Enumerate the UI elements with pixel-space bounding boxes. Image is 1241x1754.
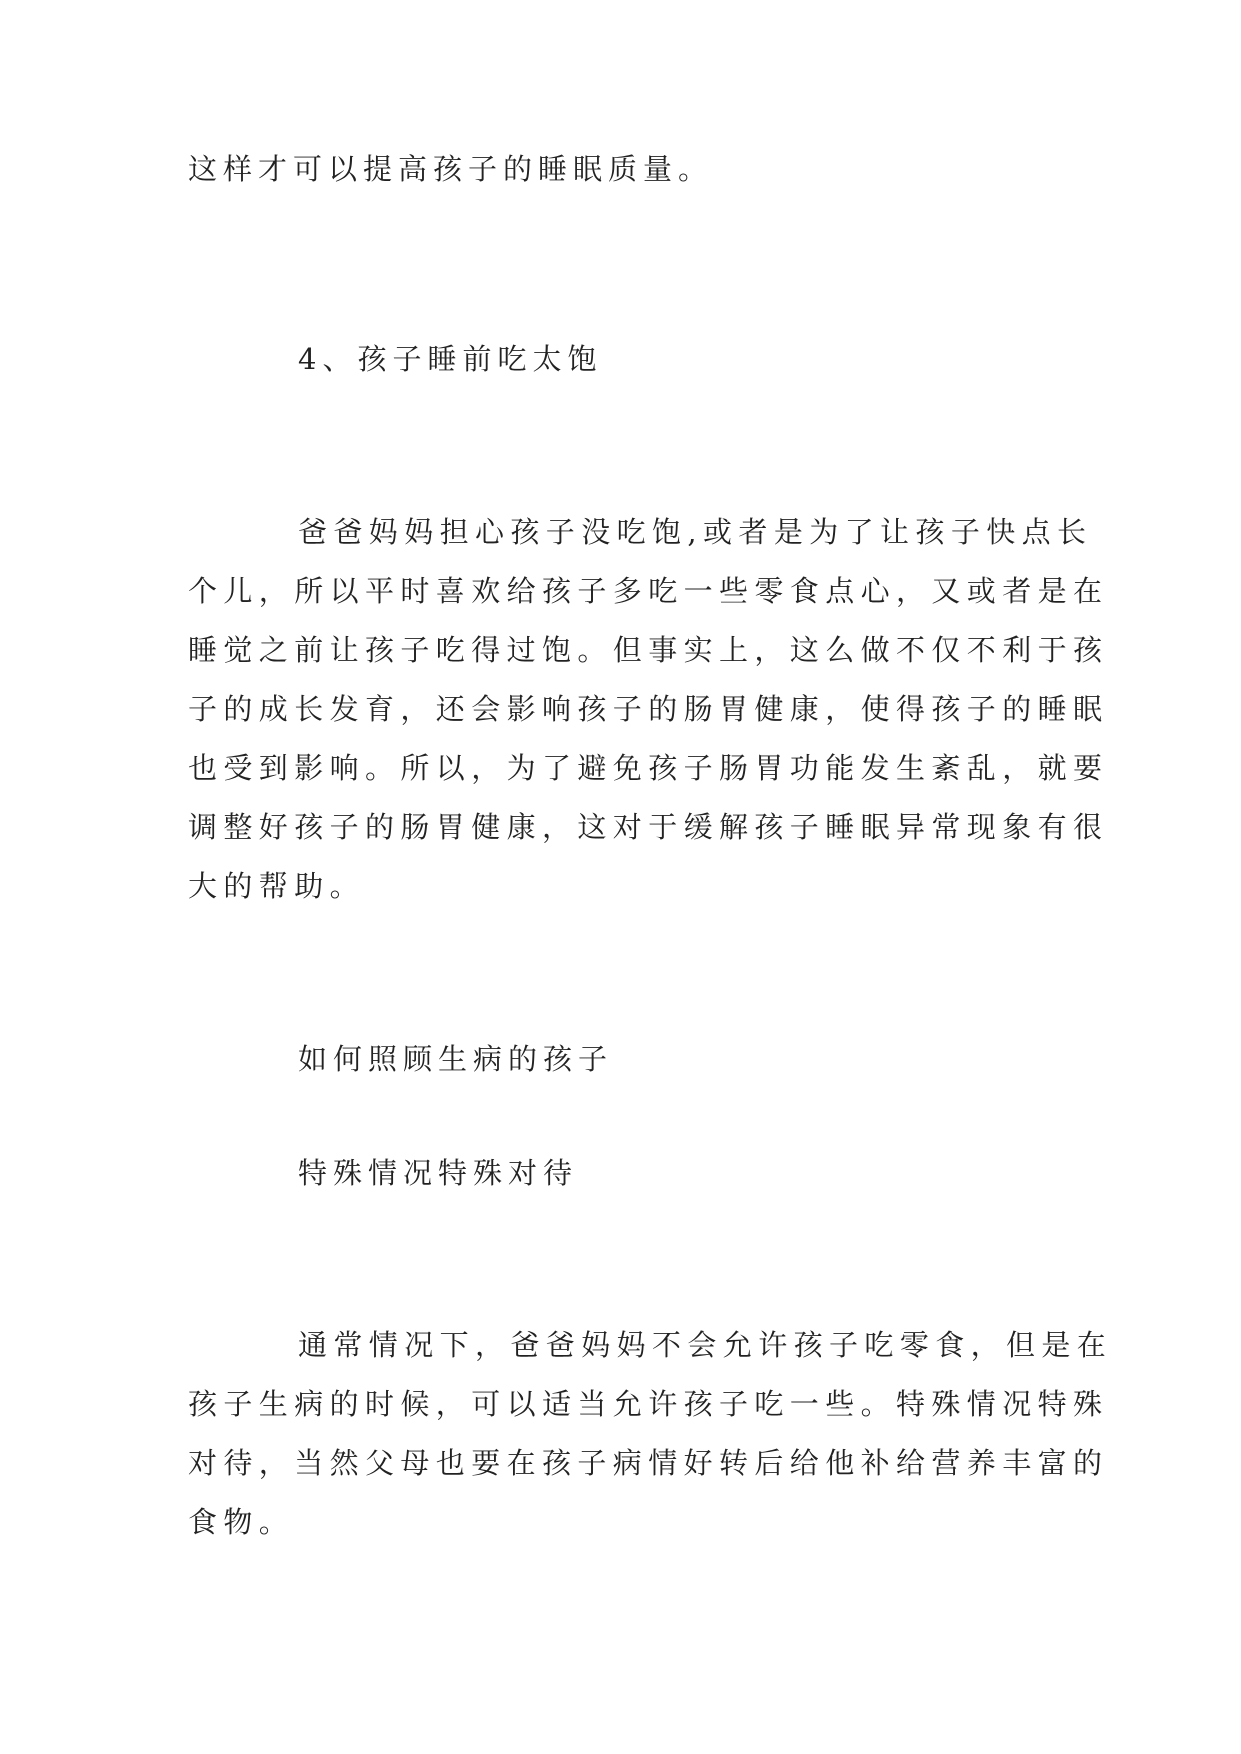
heading-special-treatment: 特殊情况特殊对待 <box>298 1156 579 1190</box>
paragraph-line: 睡觉之前让孩子吃得过饱。但事实上，这么做不仅不利于孩 <box>188 633 1109 667</box>
paragraph-line: 爸爸妈妈担心孩子没吃饱,或者是为了让孩子快点长 <box>298 515 1093 549</box>
paragraph-line: 孩子生病的时候，可以适当允许孩子吃一些。特殊情况特殊 <box>188 1387 1109 1421</box>
paragraph-line: 子的成长发育，还会影响孩子的肠胃健康，使得孩子的睡眠 <box>188 692 1109 726</box>
paragraph-line: 也受到影响。所以，为了避免孩子肠胃功能发生紊乱，就要 <box>188 751 1109 785</box>
paragraph-eat-too-full <box>188 503 1109 916</box>
section-heading-eat-too-full: 4、孩子睡前吃太饱 <box>298 342 603 376</box>
heading-care-sick-child: 如何照顾生病的孩子 <box>298 1042 614 1076</box>
paragraph-line: 个儿，所以平时喜欢给孩子多吃一些零食点心，又或者是在 <box>188 574 1109 608</box>
paragraph-special-treatment <box>188 1316 1113 1552</box>
paragraph-line: 对待，当然父母也要在孩子病情好转后给他补给营养丰富的 <box>188 1446 1109 1480</box>
text-line-sleep-quality: 这样才可以提高孩子的睡眠质量。 <box>188 152 714 186</box>
paragraph-line: 通常情况下，爸爸妈妈不会允许孩子吃零食，但是在 <box>298 1328 1113 1362</box>
paragraph-line: 大的帮助。 <box>188 869 366 903</box>
paragraph-line: 食物。 <box>188 1505 295 1539</box>
paragraph-line: 调整好孩子的肠胃健康，这对于缓解孩子睡眠异常现象有很 <box>188 810 1109 844</box>
